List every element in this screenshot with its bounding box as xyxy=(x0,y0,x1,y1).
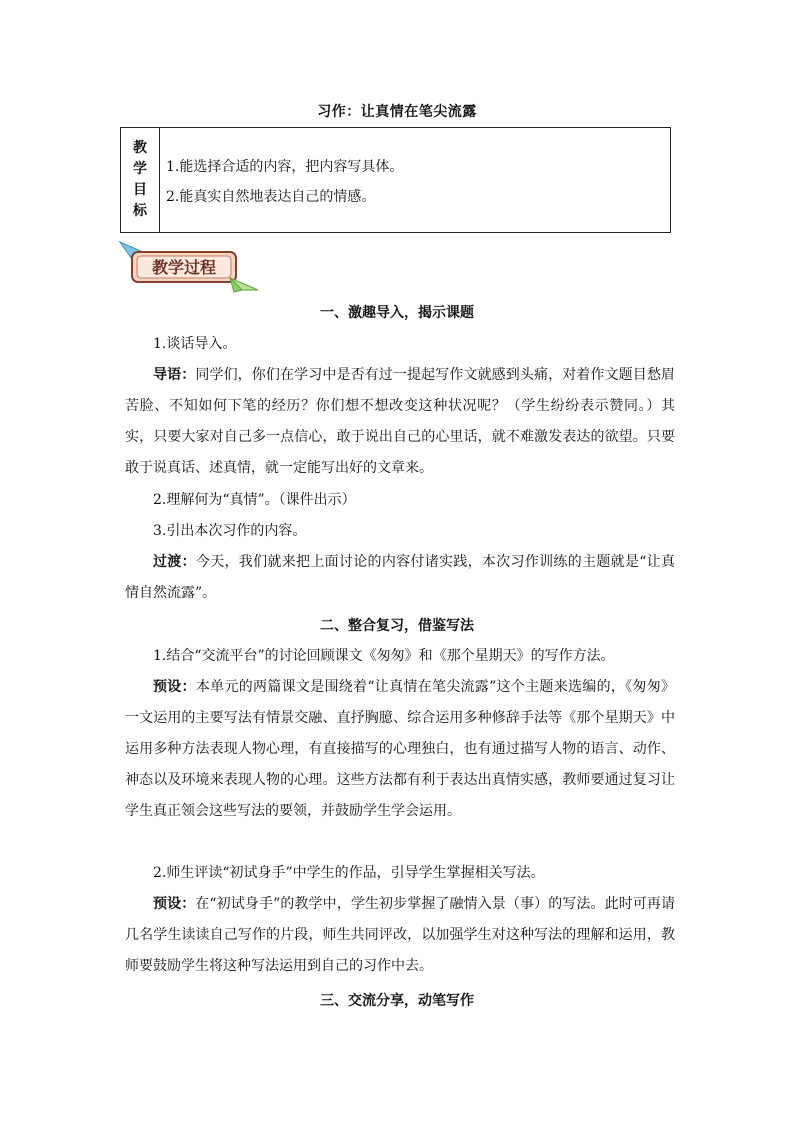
paper-plane-icon xyxy=(230,278,258,292)
paragraph: 2.理解何为“真情”。（课件出示） xyxy=(153,492,356,508)
teaching-process-banner xyxy=(118,238,260,294)
goals-label-char: 目 xyxy=(133,182,147,198)
goal-item: 2.能真实自然地表达自己的情感。 xyxy=(166,189,376,205)
paragraph xyxy=(125,547,675,609)
paragraph: 3.引出本次习作的内容。 xyxy=(153,523,307,539)
paragraph: 1.谈话导入。 xyxy=(153,336,237,352)
section-heading: 三、交流分享，动笔写作 xyxy=(320,993,474,1009)
goal-item: 1.能选择合适的内容，把内容写具体。 xyxy=(166,159,404,175)
paragraph-text: 本单元的两篇课文是围绕着“让真情在笔尖流露”这个主题来选编的，《匆匆》一文运用的主要写法有情景交融、直抒胸臆、综合运用多种修辞手法等《那个星期天》中运用多种方法表现人物心理，有直接描写的心理独白，也有通过描写人物的语言、动作、神态以及环境来表现人物的心理。这些方法都有利于表达出真情实感，教师要通过复习让学生真正领会这些写法的要领，并鼓励学生学会运用。 xyxy=(125,679,676,819)
paragraph: 2.师生评读“初试身手”中学生的作品，引导学生掌握相关写法。 xyxy=(153,865,545,881)
paragraph-lead: 预设： xyxy=(153,679,196,695)
paragraph xyxy=(125,889,675,982)
paragraph xyxy=(125,672,675,827)
goals-label-cell xyxy=(121,128,160,232)
section-heading: 二、整合复习，借鉴写法 xyxy=(320,618,474,634)
paragraph-text: 同学们，你们在学习中是否有过一提起写作文就感到头痛，对着作文题目愁眉苦脸、不知如何下笔的经历？你们想不想改变这种状况呢？（学生纷纷表示赞同。）其实，只要大家对自己多一点信心，敢于说出自己的心里话，就不难激发表达的欲望。只要敢于说真话、述真情，就一定能写出好的文章来。 xyxy=(125,367,676,476)
paragraph-lead: 预设： xyxy=(153,896,196,912)
goals-label-char: 学 xyxy=(133,161,147,177)
goals-label-char: 教 xyxy=(133,140,147,156)
goals-content-cell xyxy=(160,128,403,232)
paragraph-text: 在“初试身手”的教学中，学生初步掌握了融情入景（事）的写法。此时可再请几名学生读读自己写作的片段，师生共同评改，以加强学生对这种写法的理解和运用，教师要鼓励学生将这种写法运用到自己的习作中去。 xyxy=(125,896,676,974)
paragraph-lead: 过渡： xyxy=(153,554,196,570)
document-title: 习作：让真情在笔尖流露 xyxy=(317,104,477,120)
paragraph-lead: 导语： xyxy=(153,367,196,383)
paragraph-text: 今天，我们就来把上面讨论的内容付诸实践，本次习作训练的主题就是“让真情自然流露”。 xyxy=(125,554,676,601)
goals-label-char: 标 xyxy=(133,203,147,219)
teaching-goals-table xyxy=(120,127,671,233)
banner-text: 教学过程 xyxy=(151,258,217,277)
paragraph xyxy=(125,360,675,484)
section-heading: 一、激趣导入，揭示课题 xyxy=(320,305,474,321)
paragraph: 1.结合“交流平台”的讨论回顾课文《匆匆》和《那个星期天》的写作方法。 xyxy=(153,648,615,664)
